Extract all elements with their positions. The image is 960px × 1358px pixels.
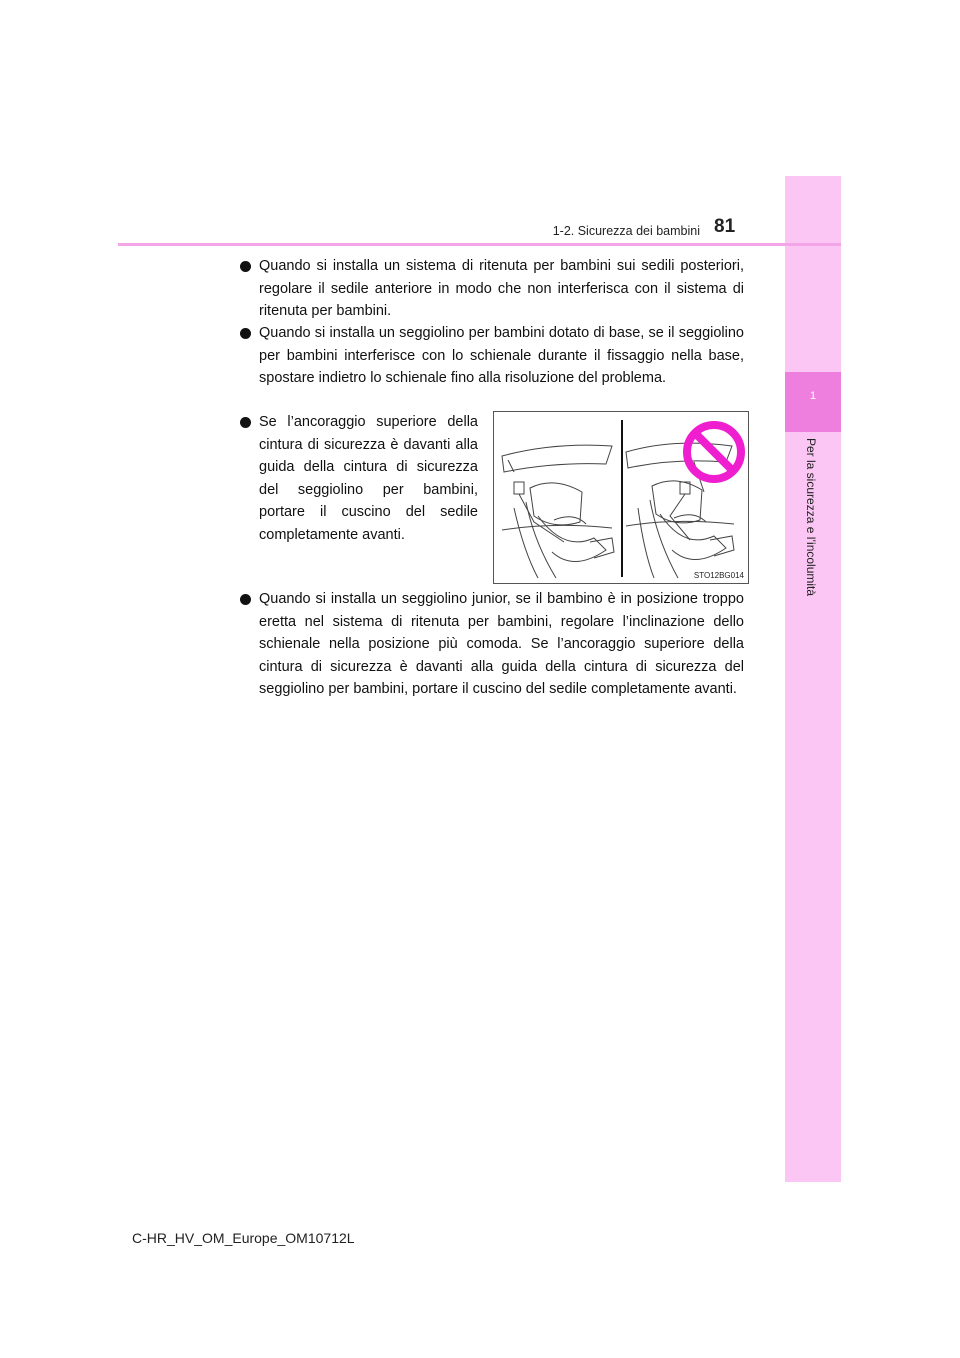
bullet-item (240, 588, 744, 701)
bullet-text: Quando si installa un seggiolino per bambini dotato di base, se il seggiolino per bambini interferisce con lo schienale durante il fissaggio nella base, spostare indietro lo schienale fino alla risoluzione del problema. (259, 325, 744, 386)
bullet-item (240, 322, 744, 390)
side-tab-active-marker (785, 372, 841, 432)
figure-code: STO12BG014 (693, 571, 744, 580)
bullet-dot-icon (240, 417, 251, 428)
bullet-text: Quando si installa un sistema di ritenuta per bambini sui sedili posteriori, regolare il sedile anteriore in modo che non interferisca con il sistema di ritenuta per bambini. (259, 258, 744, 319)
side-tab (785, 176, 841, 1182)
prohibition-icon (687, 425, 741, 479)
bullet-item (240, 411, 478, 546)
bullet-item (240, 255, 744, 323)
document-code: C-HR_HV_OM_Europe_OM10712L (132, 1230, 355, 1246)
section-title: 1-2. Sicurezza dei bambini (552, 224, 700, 238)
bullet-dot-icon (240, 328, 251, 339)
page-number: 81 (714, 216, 736, 237)
header-rule (118, 243, 841, 246)
bullet-text: Se l’ancoraggio superiore della cintura di sicurezza è davanti alla guida della cintura di sicurezza del seggiolino per bambini, portare il cuscino del sedile completamente avanti. (259, 414, 478, 543)
child-seat-illustration (493, 411, 749, 584)
chapter-title: Per la sicurezza e l’incolumità (804, 438, 818, 597)
bullet-dot-icon (240, 594, 251, 605)
bullet-dot-icon (240, 261, 251, 272)
child-seat-drawing (494, 412, 750, 585)
bullet-text: Quando si installa un seggiolino junior, se il bambino è in posizione troppo eretta nel sistema di ritenuta per bambini, regolare l’inclinazione dello schienale nella posizione più comoda. Se l’ancoraggio superiore della cintura di sicurezza è davanti alla guida della cintura di sicurezza del seggiolino per bambini, portare il cuscino del sedile completamente avanti. (259, 591, 744, 697)
chapter-number: 1 (809, 390, 817, 402)
